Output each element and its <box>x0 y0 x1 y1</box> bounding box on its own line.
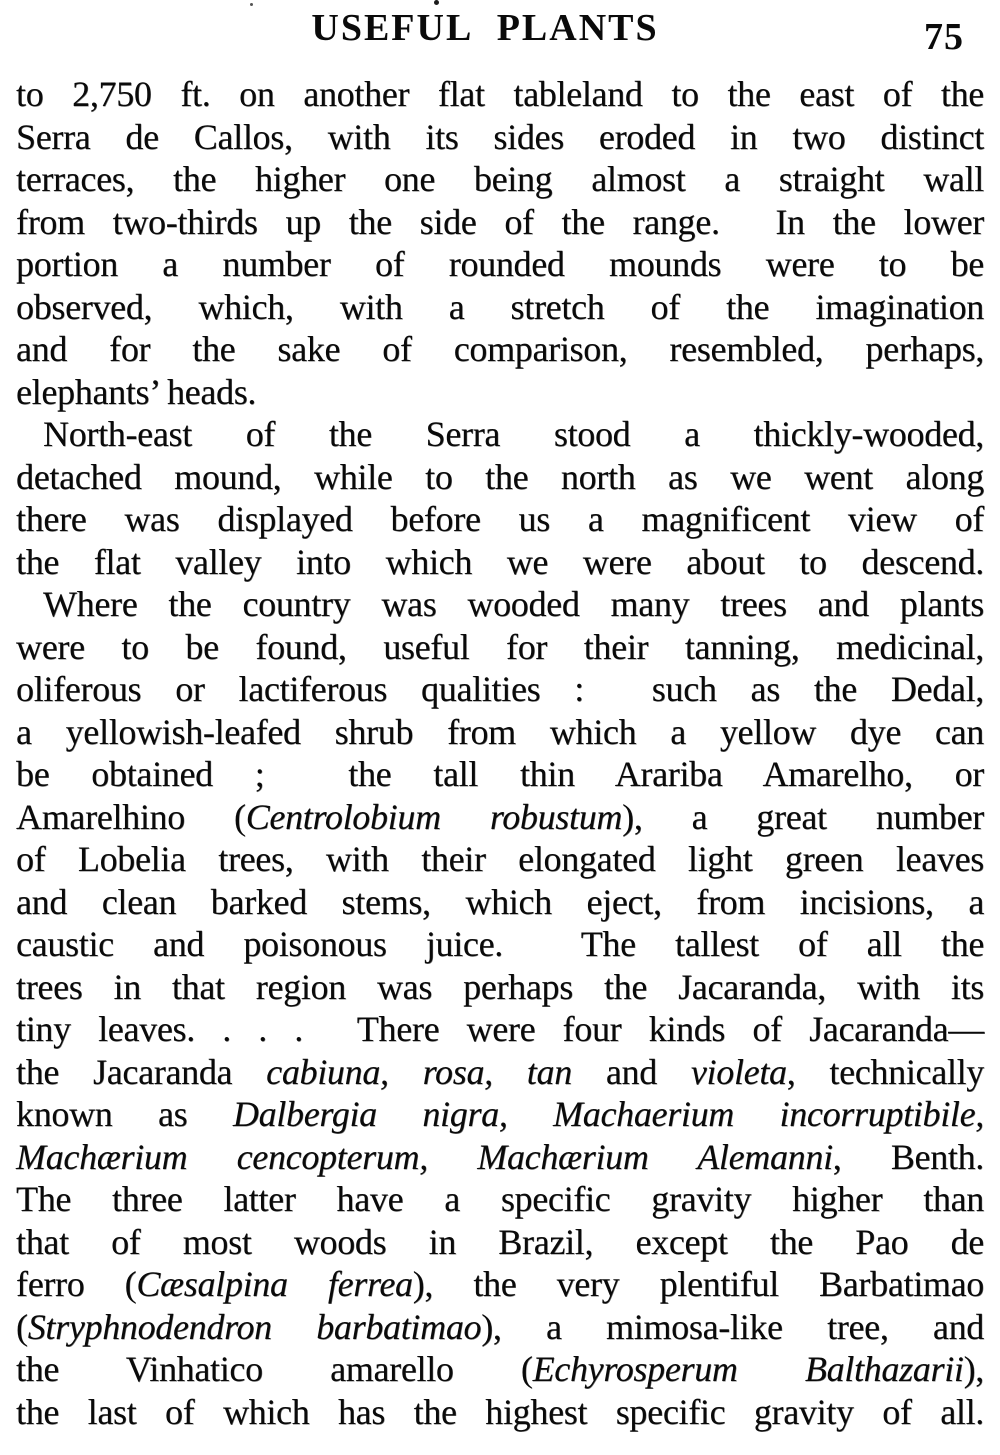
running-header-title: USEFUL PLANTS <box>311 7 659 49</box>
text-line <box>16 1178 984 1221</box>
paragraph <box>16 583 984 1433</box>
botanical-name-italic: cabiuna, rosa, tan <box>266 1051 572 1092</box>
text-line <box>16 626 984 669</box>
text-segment: , technically <box>786 1051 984 1092</box>
text-line <box>16 668 984 711</box>
text-line <box>16 1093 984 1136</box>
text-segment: ferro ( <box>16 1264 137 1304</box>
text-segment: ( <box>16 1306 28 1347</box>
text-line <box>16 1263 984 1306</box>
text-segment: the last of which has the highest specific gravity of all. <box>16 1391 984 1432</box>
botanical-name-italic: Dalbergia nigra, Machaerium incorruptibile, <box>232 1094 984 1134</box>
text-line <box>16 583 984 626</box>
botanical-name-italic: Centrolobium robustum <box>245 796 623 837</box>
text-segment: and for the sake of comparison, resembled, perhaps, <box>16 329 984 369</box>
text-segment: Serra de Callos, with its sides eroded in two distinct <box>16 116 984 157</box>
botanical-name-italic: Cæsalpina ferrea <box>136 1264 413 1304</box>
text-line <box>16 966 984 1009</box>
text-segment: a yellowish-leafed shrub from which a yellow dye can <box>16 711 984 752</box>
text-line <box>16 456 984 499</box>
text-segment: and <box>571 1051 691 1092</box>
text-segment: the flat valley into which we were about to descend. <box>16 541 984 582</box>
text-segment: from two-thirds up the side of the range. In the lower <box>16 201 984 242</box>
text-segment: caustic and poisonous juice. The tallest of all the <box>16 924 984 964</box>
text-line <box>16 1391 984 1434</box>
text-segment: were to be found, useful for their tanning, medicinal, <box>16 626 984 667</box>
text-segment: known as <box>16 1094 233 1134</box>
page-body <box>16 73 984 1433</box>
scan-speck <box>434 0 439 5</box>
botanical-name-italic: violeta <box>690 1051 787 1092</box>
text-segment: to 2,750 ft. on another flat tableland to the east of the <box>16 74 984 114</box>
text-line <box>16 541 984 584</box>
text-line <box>16 1008 984 1051</box>
paragraph <box>16 413 984 583</box>
text-line <box>16 116 984 159</box>
text-segment: the Vinhatico amarello ( <box>16 1349 533 1389</box>
text-line <box>16 1051 984 1094</box>
text-segment: detached mound, while to the north as we went along <box>16 456 984 497</box>
text-line <box>16 711 984 754</box>
text-segment: and clean barked stems, which eject, from incisions, a <box>16 881 984 922</box>
text-segment: ), a mimosa-like tree, and <box>481 1306 984 1347</box>
text-segment: oliferous or lactiferous qualities : such as the Dedal, <box>16 669 984 709</box>
botanical-name-italic: Machærium cencopterum, Machærium Alemanni <box>16 1136 833 1177</box>
page-number: 75 <box>924 16 964 58</box>
text-line <box>16 498 984 541</box>
paragraph <box>16 73 984 413</box>
text-line <box>16 1136 984 1179</box>
text-line <box>16 923 984 966</box>
text-segment: terraces, the higher one being almost a straight wall <box>16 159 984 199</box>
botanical-name-italic: Stryphnodendron barbatimao <box>27 1306 482 1347</box>
text-segment: Amarelhino ( <box>16 796 246 837</box>
text-line <box>16 371 984 414</box>
text-line <box>16 243 984 286</box>
text-segment: elephants’ heads. <box>16 371 257 412</box>
text-segment: that of most woods in Brazil, except the Pao de <box>16 1221 984 1262</box>
text-segment: observed, which, with a stretch of the imagination <box>16 286 984 327</box>
text-line <box>16 1348 984 1391</box>
text-line <box>16 1221 984 1264</box>
text-line <box>16 753 984 796</box>
text-segment: ), a great number <box>622 796 984 837</box>
text-segment: of Lobelia trees, with their elongated light green leaves <box>16 839 984 879</box>
text-segment: tiny leaves. . . . There were four kinds of Jacaranda— <box>16 1009 984 1049</box>
text-line <box>16 1306 984 1349</box>
text-segment: ), the very plentiful Barbatimao <box>412 1264 984 1304</box>
text-segment: there was displayed before us a magnificent view of <box>16 499 984 539</box>
text-line <box>16 201 984 244</box>
text-segment: , Benth. <box>832 1136 985 1177</box>
text-segment: North-east of the Serra stood a thickly-wooded, <box>43 414 984 454</box>
text-line <box>16 413 984 456</box>
text-line <box>16 328 984 371</box>
botanical-name-italic: Echyrosperum Balthazarii <box>532 1349 964 1389</box>
text-line <box>16 286 984 329</box>
text-segment: trees in that region was perhaps the Jacaranda, with its <box>16 966 984 1007</box>
text-line <box>16 838 984 881</box>
text-line <box>16 796 984 839</box>
text-line <box>16 73 984 116</box>
text-segment: portion a number of rounded mounds were to be <box>16 244 984 284</box>
text-line <box>16 881 984 924</box>
text-line <box>16 158 984 201</box>
text-segment: Where the country was wooded many trees and plants <box>43 584 984 624</box>
text-segment: The three latter have a specific gravity higher than <box>16 1179 984 1219</box>
text-segment: be obtained ; the tall thin Arariba Amarelho, or <box>16 754 984 794</box>
text-segment: the Jacaranda <box>16 1051 267 1092</box>
text-segment: ), <box>963 1349 984 1389</box>
